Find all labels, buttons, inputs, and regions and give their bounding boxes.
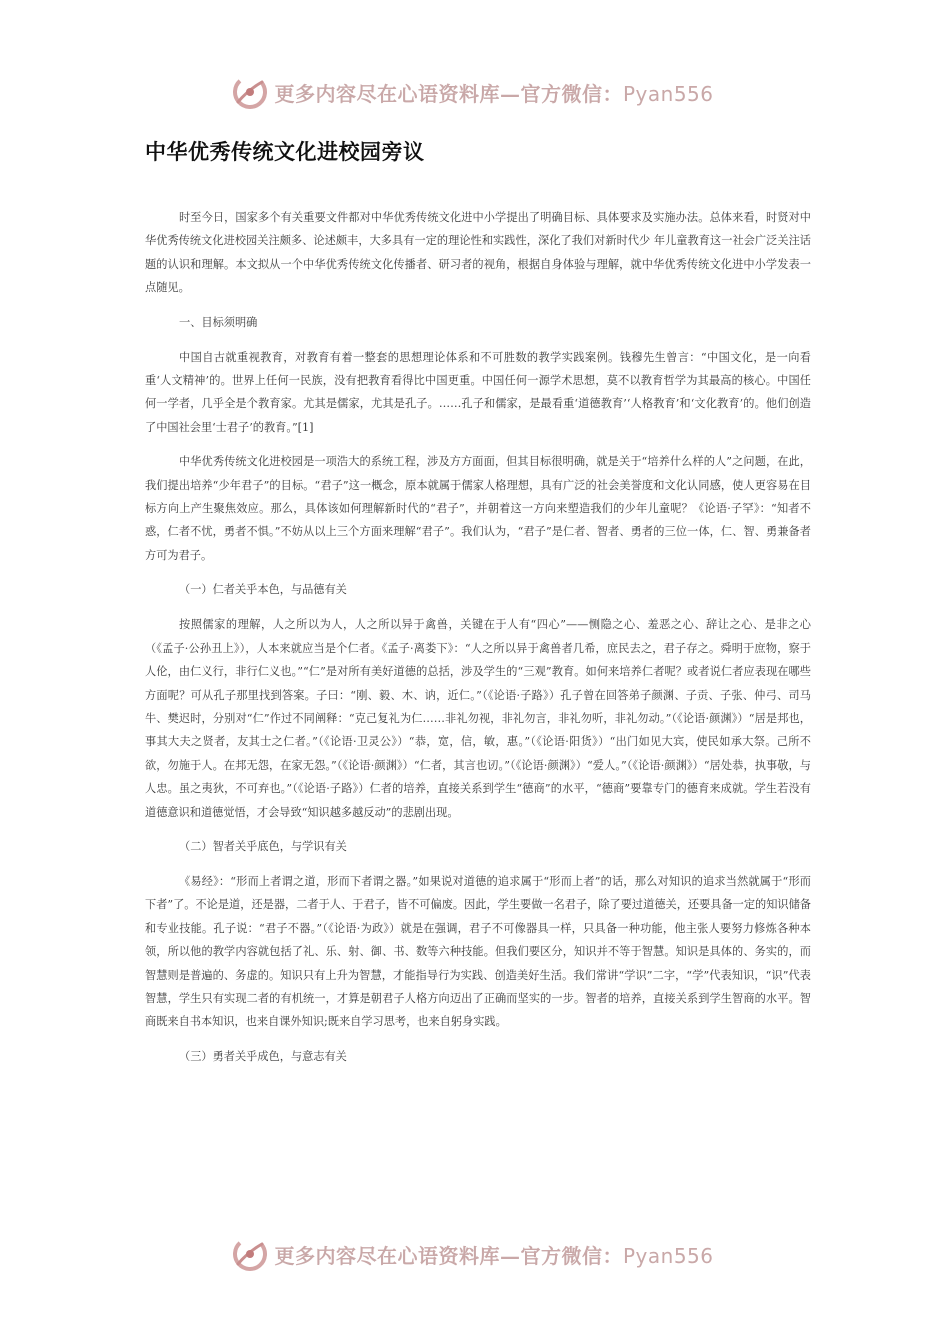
section-heading: （三）勇者关乎成色，与意志有关 <box>179 1049 347 1063</box>
banner-text-main: 更多内容尽在心语资料库—官方微信： <box>274 1243 623 1268</box>
section-heading: （二）智者关乎底色，与学识有关 <box>179 839 347 853</box>
brush-seal-logo-icon <box>230 1234 270 1274</box>
body-paragraph: 《易经》：“形而上者谓之道，形而下者谓之器。”如果说对道德的追求属于“形而上者”的话，那么对知识的追求当然就属于“形而下者”了。不论是道，还是器，二者于人、于君子，皆不可偏废。因此，学生要做一名君子，除了要过道德关，还要具备一定的知识储备和专业技能。孔子说：“君子不器。”（《论语·为政》）就是在强调，君子不可像器具一样，只具备一种功能，他主张人要努力修炼各种本领，所以他的教学内容就包括了礼、乐、射、御、书、数等六种技能。但我们要区分，知识并不等于智慧。知识是具体的、务实的，而智慧则是普遍的、务虚的。知识只有上升为智慧，才能指导行为实践、创造美好生活。我们常讲“学识”二字，“学”代表知识，“识”代表智慧，学生只有实现二者的有机统一，才算是朝君子人格方向迈出了正确而坚实的一步。智者的培养，直接关系到学生智商的水平。智商既来自书本知识，也来自课外知识;既来自学习思考，也来自躬身实践。 <box>145 874 811 1029</box>
banner-wechat-id: Pyan556 <box>622 1243 714 1268</box>
banner-wechat-id: Pyan556 <box>622 81 714 106</box>
document-title: 中华优秀传统文化进校园旁议 <box>145 140 425 164</box>
section-heading: （一）仁者关乎本色，与品德有关 <box>179 583 347 597</box>
section-heading: 一、目标须明确 <box>179 315 258 329</box>
footer-watermark-banner <box>0 1232 950 1276</box>
body-paragraph: 中国自古就重视教育，对教育有着一整套的思想理论体系和不可胜数的教学实践案例。钱穆先生曾言：“中国文化，是一向看重‘人文精神’的。世界上任何一民族，没有把教育看得比中国更重。中国任何一源学术思想，莫不以教育哲学为其最高的核心。中国任何一学者，几乎全是个教育家。尤其是儒家，尤其是孔子。……孔子和儒家，是最看重‘道德教育’‘人格教育’和‘文化教育’的。他们创造了中国社会里‘士君子’的教育。”[1] <box>145 350 811 434</box>
body-paragraph: 按照儒家的理解，人之所以为人，人之所以异于禽兽，关键在于人有“四心”——恻隐之心、羞恶之心、辞让之心、是非之心（《孟子·公孙丑上》），人本来就应当是个仁者。《孟子·离娄下》：“人之所以异于禽兽者几希，庶民去之，君子存之。舜明于庶物，察于人伦，由仁义行，非行仁义也。”“仁”是对所有美好道德的总括，涉及学生的“三观”教育。如何来培养仁者呢？或者说仁者应表现在哪些方面呢？可从孔子那里找到答案。子曰：“刚、毅、木、讷，近仁。”（《论语·子路》）孔子曾在回答弟子颜渊、子贡、子张、仲弓、司马牛、樊迟时，分别对“仁”作过不同阐释：“克己复礼为仁……非礼勿视，非礼勿言，非礼勿听，非礼勿动。”（《论语·颜渊》）“居是邦也，事其大夫之贤者，友其士之仁者。”（《论语·卫灵公》）“恭，宽，信，敏，惠。”（《论语·阳货》）“出门如见大宾，使民如承大祭。己所不欲，勿施于人。在邦无怨，在家无怨。”（《论语·颜渊》）“仁者，其言也讱。”（《论语·颜渊》）“爱人。”（《论语·颜渊》）“居处恭，执事敬，与人忠。虽之夷狄，不可弃也。”（《论语·子路》）仁者的培养，直接关系到学生“德商”的水平，“德商”要靠专门的德育来成就。学生若没有道德意识和道德觉悟，才会导致“知识越多越反动”的悲剧出现。 <box>145 618 811 819</box>
body-paragraph: 中华优秀传统文化进校园是一项浩大的系统工程，涉及方方面面，但其目标很明确，就是关于“培养什么样的人”之问题，在此，我们提出培养“少年君子”的目标。“君子”这一概念，原本就属于儒家人格理想，具有广泛的社会美誉度和文化认同感，使人更容易在目标方向上产生聚焦效应。那么，具体该如何理解新时代的“君子”，并朝着这一方向来塑造我们的少年儿童呢？《论语·子罕》：“知者不惑，仁者不忧，勇者不惧。”不妨从以上三个方面来理解“君子”。我们认为，“君子”是仁者、智者、勇者的三位一体，仁、智、勇兼备者方可为君子。 <box>145 455 811 562</box>
brush-seal-logo-icon <box>230 72 270 112</box>
banner-text-main: 更多内容尽在心语资料库—官方微信： <box>274 81 623 106</box>
header-watermark-banner <box>0 70 950 114</box>
body-paragraph: 时至今日，国家多个有关重要文件都对中华优秀传统文化进中小学提出了明确目标、具体要求及实施办法。总体来看，时贤对中华优秀传统文化进校园关注颇多、论述颇丰，大多具有一定的理论性和实践性，深化了我们对新时代少 年儿童教育这一社会广泛关注话题的认识和理解。本文拟从一个中华优秀传统文化传播者、研习者的视角，根据自身体验与理解，就中华优秀传统文化进中小学发表一点随见。 <box>145 211 811 295</box>
document-body <box>145 206 811 1080</box>
